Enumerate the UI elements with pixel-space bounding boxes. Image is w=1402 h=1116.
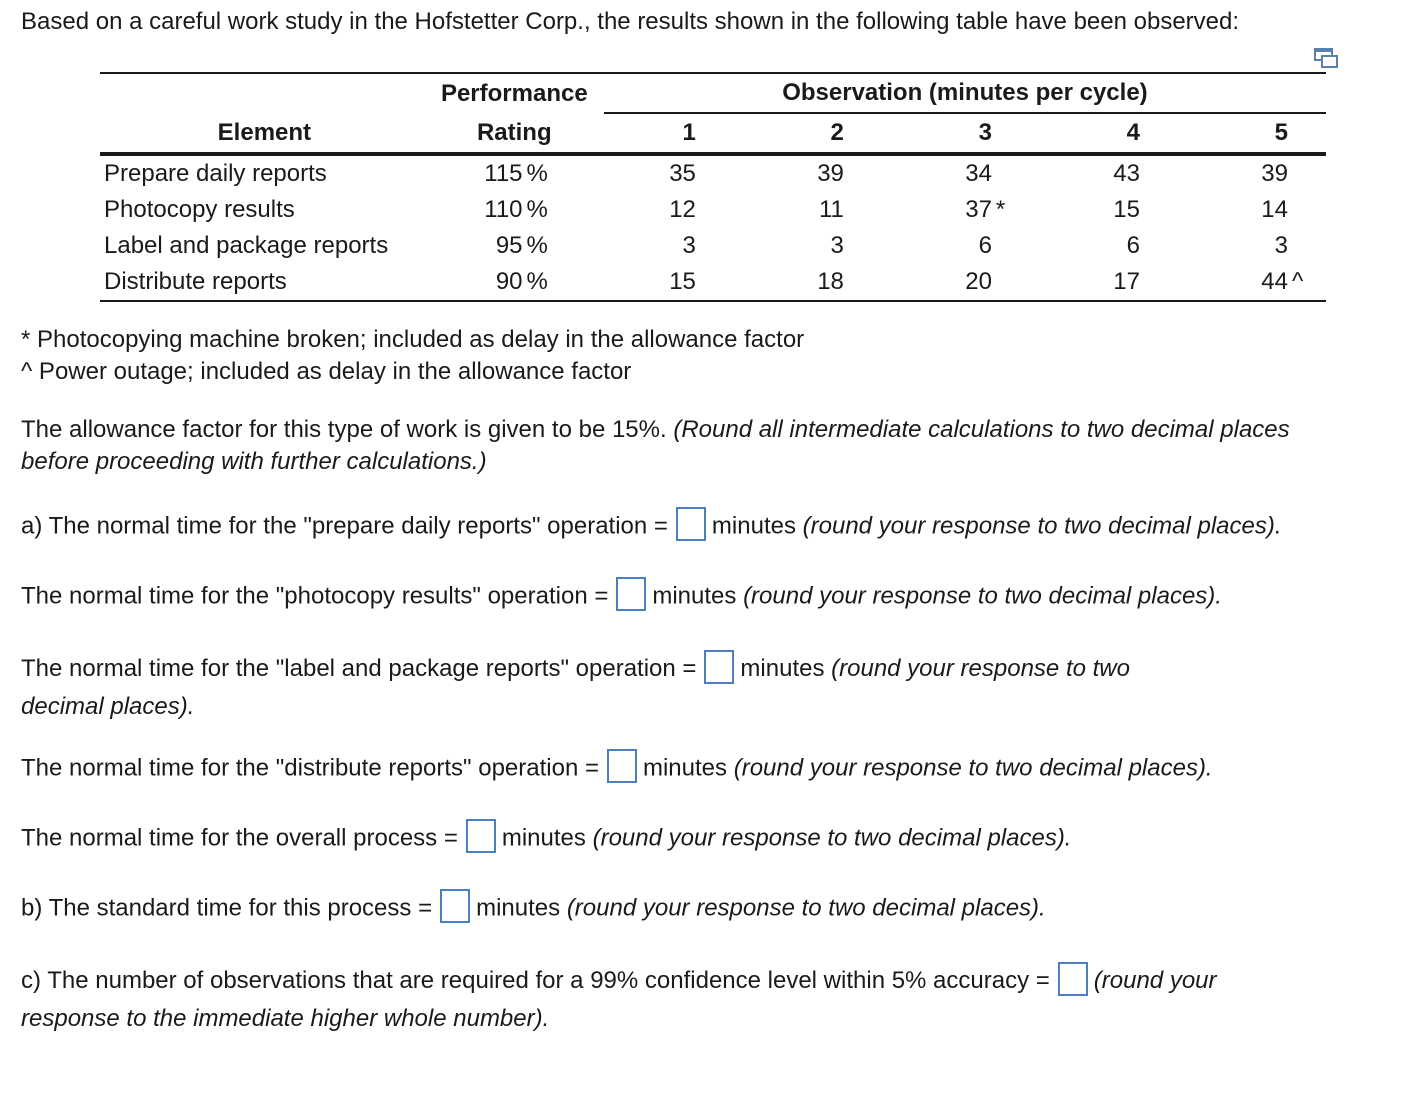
question-a5-unit: minutes <box>501 824 586 852</box>
observation-value: 3 <box>682 232 696 259</box>
observation-value: 6 <box>1126 232 1140 259</box>
obs-col-2-header: 2 <box>752 113 900 154</box>
allowance-paragraph <box>21 414 1381 478</box>
table-row <box>100 154 1326 192</box>
question-a3-hint-cont: decimal places). <box>21 693 195 720</box>
question-a5-text: The normal time for the overall process = <box>21 824 458 852</box>
observation-value: 3 <box>830 232 844 259</box>
question-a3 <box>21 650 1130 726</box>
question-a1-text: a) The normal time for the "prepare daily reports" operation = <box>21 512 668 540</box>
observation-value: 39 <box>817 160 844 187</box>
intro-text: Based on a careful work study in the Hofstetter Corp., the results shown in the following table have been observed: <box>21 8 1240 35</box>
rating-value: 115 <box>484 160 523 187</box>
answer-input-standard-time[interactable] <box>440 889 470 923</box>
observation-cell <box>1196 264 1326 301</box>
answer-input-photocopy-results[interactable] <box>616 577 646 611</box>
rating-percent: % <box>526 196 548 223</box>
question-a1 <box>21 510 1282 544</box>
rating-value: 90 <box>495 268 523 295</box>
question-a4-unit: minutes <box>642 754 728 782</box>
observation-cell <box>1048 264 1196 301</box>
question-a2-text: The normal time for the "photocopy results" operation = <box>21 582 609 610</box>
answer-input-overall-process[interactable] <box>466 819 496 853</box>
observation-value: 20 <box>965 268 992 295</box>
question-a1-unit: minutes <box>711 512 796 540</box>
observation-cell <box>604 228 752 264</box>
observation-value: 37 <box>965 196 992 223</box>
observation-cell <box>1048 154 1196 192</box>
answer-input-label-package-reports[interactable] <box>704 650 734 684</box>
question-a2 <box>21 580 1222 614</box>
copy-table-icon[interactable] <box>1314 48 1338 68</box>
element-cell: Label and package reports <box>104 232 389 259</box>
question-c-hint: (round your <box>1093 967 1217 994</box>
table-row <box>100 264 1326 301</box>
rating-percent: % <box>526 232 548 259</box>
observation-value: 6 <box>978 232 992 259</box>
observation-value: 34 <box>965 160 992 187</box>
element-cell: Photocopy results <box>104 196 295 223</box>
observation-value: 43 <box>1113 160 1140 187</box>
rating-value: 95 <box>495 232 523 259</box>
allowance-instruction-cont: before proceeding with further calculations.) <box>21 448 487 475</box>
rating-cell <box>425 192 604 228</box>
obs-col-3-header: 3 <box>900 113 1048 154</box>
element-cell: Prepare daily reports <box>104 160 327 187</box>
observation-cell <box>1048 192 1196 228</box>
observation-cell <box>604 154 752 192</box>
observation-cell <box>604 264 752 301</box>
answer-input-observations-required[interactable] <box>1058 962 1088 996</box>
rating-cell <box>425 264 604 301</box>
observation-value: 12 <box>669 196 696 223</box>
observation-cell <box>752 154 900 192</box>
observation-value: 11 <box>818 196 844 223</box>
question-c-hint-cont: response to the immediate higher whole number). <box>21 1005 550 1032</box>
observation-header: Observation (minutes per cycle) <box>604 73 1326 113</box>
question-c <box>21 962 1217 1038</box>
observation-cell <box>900 264 1048 301</box>
question-a5-hint: (round your response to two decimal places). <box>592 824 1072 852</box>
footnote-star: * Photocopying machine broken; included as delay in the allowance factor <box>21 326 805 353</box>
question-b-hint: (round your response to two decimal places). <box>566 894 1046 922</box>
observation-value: 18 <box>817 268 844 295</box>
observation-footnote-mark: ^ <box>1292 268 1304 295</box>
observation-value: 17 <box>1113 268 1140 295</box>
observation-cell <box>1196 228 1326 264</box>
footnote-caret: ^ Power outage; included as delay in the allowance factor <box>21 358 632 385</box>
obs-col-1-header: 1 <box>604 113 752 154</box>
question-a5 <box>21 822 1071 856</box>
question-a2-hint: (round your response to two decimal places). <box>743 582 1222 610</box>
work-study-table <box>100 72 1326 302</box>
observation-cell <box>752 264 900 301</box>
observation-value: 3 <box>1274 232 1288 259</box>
question-a4 <box>21 752 1213 786</box>
observation-value: 14 <box>1261 196 1288 223</box>
observation-cell <box>900 154 1048 192</box>
element-header: Element <box>100 113 425 154</box>
observation-footnote-mark: * <box>995 196 1006 223</box>
obs-col-5-header: 5 <box>1196 113 1326 154</box>
observation-value: 15 <box>1113 196 1140 223</box>
observation-cell <box>752 228 900 264</box>
performance-header: Performance <box>425 73 604 113</box>
rating-header: Rating <box>425 113 604 154</box>
question-a1-hint: (round your response to two decimal places). <box>802 512 1282 540</box>
question-a3-text: The normal time for the "label and package reports" operation = <box>21 655 697 682</box>
allowance-text: The allowance factor for this type of work is given to be 15%. <box>21 416 667 443</box>
observation-value: 39 <box>1261 160 1288 187</box>
question-b <box>21 892 1046 926</box>
observation-value: 44 <box>1261 268 1288 295</box>
table-row <box>100 228 1326 264</box>
question-a4-hint: (round your response to two decimal places). <box>733 754 1213 782</box>
question-a4-text: The normal time for the "distribute reports" operation = <box>21 754 599 782</box>
element-cell: Distribute reports <box>100 264 425 301</box>
rating-cell <box>425 154 604 192</box>
observation-cell <box>1196 154 1326 192</box>
question-a3-hint: (round your response to two <box>831 655 1130 682</box>
observation-cell <box>900 192 1048 228</box>
observation-value: 15 <box>669 268 696 295</box>
rating-percent: % <box>526 160 548 187</box>
obs-col-4-header: 4 <box>1048 113 1196 154</box>
observation-cell <box>900 228 1048 264</box>
question-b-unit: minutes <box>476 894 561 922</box>
rating-value: 110 <box>484 196 523 223</box>
allowance-instruction: (Round all intermediate calculations to two decimal places <box>673 416 1290 443</box>
question-c-text: c) The number of observations that are required for a 99% confidence level within 5% accuracy = <box>21 967 1050 994</box>
rating-percent: % <box>526 268 548 295</box>
question-a3-unit: minutes <box>740 655 825 682</box>
observation-cell <box>1048 228 1196 264</box>
observation-cell <box>752 192 900 228</box>
question-b-text: b) The standard time for this process = <box>21 894 433 922</box>
answer-input-distribute-reports[interactable] <box>607 749 637 783</box>
rating-cell <box>425 228 604 264</box>
observation-cell <box>604 192 752 228</box>
observation-cell <box>1196 192 1326 228</box>
observation-value: 35 <box>669 160 696 187</box>
table-row <box>100 192 1326 228</box>
question-a2-unit: minutes <box>652 582 737 610</box>
answer-input-prepare-daily-reports[interactable] <box>676 507 706 541</box>
footnotes <box>21 324 804 388</box>
